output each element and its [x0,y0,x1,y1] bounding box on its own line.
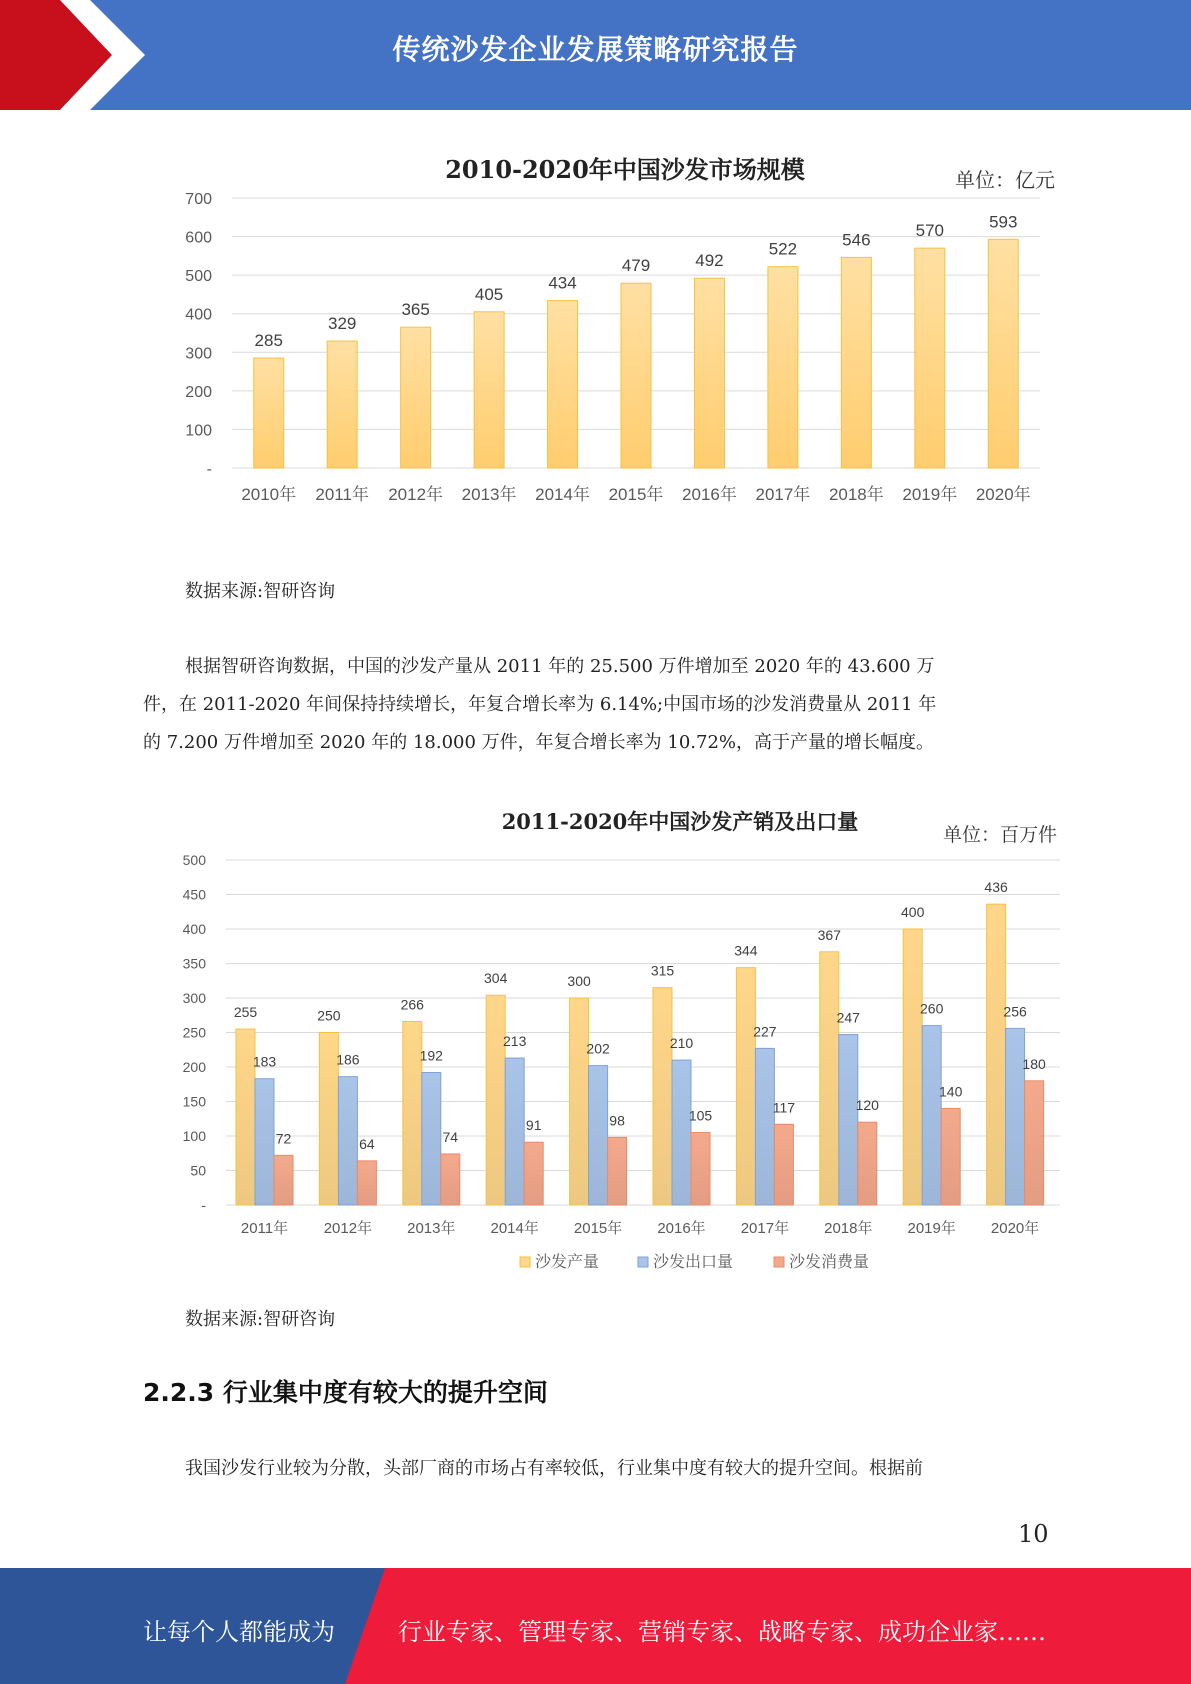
chart2-bar-3 [441,1154,460,1205]
chart2-data-label: 202 [586,1040,610,1057]
chart2-data-label: 300 [567,973,591,989]
chart1-ytick: 400 [185,306,212,324]
chart2-data-label: 98 [609,1112,625,1129]
chart2-ytick: 450 [182,886,206,903]
chart1-bar [988,239,1018,468]
chart1-xtick: 2013年 [461,485,517,504]
chart1-xtick: 2016年 [682,485,737,504]
chart1-bar [548,301,578,468]
chart2-bar-1 [987,904,1006,1205]
paragraph-line-2: 件，在 2011-2020 年间保持持续增长，年复合增长率为 6.14%;中国市场的沙发消费量从 2011 年 [143,694,937,715]
chart2-data-label: 247 [836,1009,860,1026]
chart2-data-label: 210 [669,1035,694,1052]
chart2-bar-2 [255,1079,274,1205]
chart1-bar [768,267,798,468]
chart1-bar [915,248,945,468]
chart1-xtick: 2017年 [755,485,811,504]
chart1-bar [474,312,504,468]
chart2-legend-label: 沙发消费量 [789,1254,870,1271]
chart2-ytick: 200 [182,1059,206,1075]
chart1-data-label: 522 [768,239,798,259]
chart1-ytick: 500 [185,268,212,286]
chart2-data-label: 64 [359,1135,375,1152]
chart1-ytick: - [206,461,212,478]
chart2-legend-label: 沙发产量 [535,1254,600,1271]
chart1-data-label: 570 [915,221,945,241]
chart2-bar-2 [839,1035,858,1205]
chart1-data-label: 492 [695,251,724,271]
chart1-data-label: 405 [474,284,504,304]
chart2-ytick: 500 [182,852,206,868]
chart2-data-label: 266 [400,996,424,1013]
chart2-ytick: 100 [182,1128,206,1144]
chart2-ytick: 150 [182,1093,206,1110]
footer-left-text: 让每个人都能成为 [143,1618,335,1646]
chart2-bar-2 [422,1073,441,1205]
paragraph-line-1: 根据智研咨询数据，中国的沙发产量从 2011 年的 25.500 万件增加至 2020 年的 43.600 万 [185,656,935,677]
chart2-data-label: 367 [817,926,841,943]
chart1-title: 2010-2020年中国沙发市场规模 [445,155,805,184]
chart2-data-label: 256 [1003,1003,1027,1020]
section-heading: 2.2.3 行业集中度有较大的提升空间 [143,1378,548,1407]
chart2-legend-swatch [520,1257,530,1267]
chart2-xtick: 2014年 [490,1220,539,1237]
chart1-xtick: 2012年 [388,485,444,504]
chart2-bar-3 [858,1122,877,1205]
chart2-bar-2 [338,1077,357,1205]
chart2-legend-label: 沙发出口量 [653,1254,734,1271]
chart2-data-label: 344 [734,942,758,959]
chart1-data-label: 329 [327,314,357,334]
chart1-ytick: 700 [185,191,212,208]
chart1-ytick: 600 [185,229,212,247]
chart1-xtick: 2011年 [315,485,369,504]
chart1-data-label: 434 [548,273,577,293]
chart2-title: 2011-2020年中国沙发产销及出口量 [501,809,859,834]
chart2-bar-2 [589,1066,608,1205]
chart2-bar-3 [1025,1081,1044,1205]
chart2-xtick: 2018年 [824,1220,873,1237]
chart2-data-label: 117 [772,1099,796,1116]
chart2-data-label: 186 [336,1051,360,1068]
chart2-bar-3 [691,1133,710,1205]
chart2-bar-3 [274,1155,293,1205]
chart2-bar-3 [774,1124,793,1205]
chart2-data-label: 260 [920,1000,944,1017]
chart1-source: 数据来源:智研咨询 [185,581,336,602]
chart2-data-label: 192 [419,1047,443,1064]
chart2-xtick: 2012年 [323,1220,373,1237]
chart1-plot [170,190,1070,550]
paragraph-line-3: 的 7.200 万件增加至 2020 年的 18.000 万件，年复合增长率为 10.72%，高于产量的增长幅度。 [143,732,935,753]
chart1-bar [327,341,357,468]
chart2-data-label: 255 [233,1004,258,1021]
chart2-ytick: 250 [182,1024,206,1041]
chart2-ytick: 400 [182,921,206,937]
chart2-data-label: 72 [275,1130,292,1147]
chart2-data-label: 105 [688,1107,713,1124]
chart1-bar [841,257,871,468]
chart2-data-label: 74 [442,1128,459,1145]
chart1-ytick: 100 [185,422,212,440]
chart2-bar-1 [486,995,505,1205]
chart2-data-label: 180 [1022,1055,1046,1072]
chart2-source: 数据来源:智研咨询 [185,1309,336,1330]
chart1-bar [401,327,431,468]
chart1-ytick: 200 [185,383,212,401]
chart2-bar-2 [505,1058,524,1205]
chart2-data-label: 436 [984,879,1008,896]
chart2-xtick: 2017年 [740,1220,790,1237]
chart2-bar-2 [672,1060,691,1205]
page-number: 10 [1018,1520,1049,1548]
chart2-data-label: 91 [525,1117,542,1134]
chart2-bar-1 [903,929,922,1205]
chart1-xtick: 2010年 [241,485,297,504]
footer-right-text: 行业专家、管理专家、营销专家、战略专家、成功企业家…… [398,1618,1046,1646]
chart1-unit: 单位：亿元 [955,168,1055,192]
chart2-xtick: 2015年 [573,1220,623,1237]
section-text: 我国沙发行业较为分散，头部厂商的市场占有率较低，行业集中度有较大的提升空间。根据前 [185,1458,923,1479]
chart2-xtick: 2020年 [990,1220,1040,1237]
chart2-xtick: 2013年 [407,1220,456,1237]
chart2-data-label: 183 [252,1053,277,1070]
chart1-xtick: 2019年 [902,485,958,504]
chart2-bar-2 [922,1026,941,1205]
chart2-bar-1 [820,952,839,1205]
chart2-xtick: 2011年 [240,1220,289,1237]
chart2-unit: 单位：百万件 [943,824,1058,846]
chart2-xtick: 2019年 [907,1220,956,1237]
chart2-bar-1 [736,968,755,1205]
chart2-data-label: 400 [901,904,925,920]
chart2-data-label: 213 [503,1033,527,1050]
chart1-bar [694,278,724,468]
chart2-data-label: 227 [753,1023,777,1040]
chart1-data-label: 593 [989,212,1018,232]
chart2-data-label: 250 [317,1007,341,1024]
chart1-xtick: 2015年 [608,485,664,504]
chart1-data-label: 365 [401,300,430,320]
chart2-ytick: 50 [190,1162,206,1179]
chart2-ytick: 300 [182,990,206,1006]
chart2-ytick: - [201,1197,206,1213]
chart2-bar-3 [357,1161,376,1205]
chart2-data-label: 140 [939,1083,963,1100]
chart2-ytick: 350 [182,955,206,972]
chart2-bar-1 [570,998,589,1205]
chart2-bar-1 [653,988,672,1205]
chart2-legend-swatch [638,1257,648,1267]
chart1-bar [621,283,651,468]
header-title: 传统沙发企业发展策略研究报告 [392,33,799,66]
chart1-data-label: 479 [621,256,651,276]
chart2-data-label: 120 [855,1097,879,1114]
chart2-bar-3 [524,1142,543,1205]
chart2-data-label: 315 [650,962,675,979]
chart1-xtick: 2020年 [975,485,1031,504]
chart1-data-label: 546 [842,230,871,250]
chart2-plot [170,845,1070,1285]
chart1-ytick: 300 [185,345,212,363]
chart2-bar-3 [608,1137,627,1205]
chart1-bar [254,358,284,468]
chart1-data-label: 285 [254,331,283,351]
chart1-xtick: 2018年 [828,485,884,504]
chart2-data-label: 304 [484,970,508,987]
chart2-bar-3 [941,1108,960,1205]
chart2-bar-2 [755,1048,774,1205]
chart1-xtick: 2014年 [535,485,590,504]
chart2-legend-swatch [774,1257,784,1267]
chart2-xtick: 2016年 [657,1220,706,1237]
